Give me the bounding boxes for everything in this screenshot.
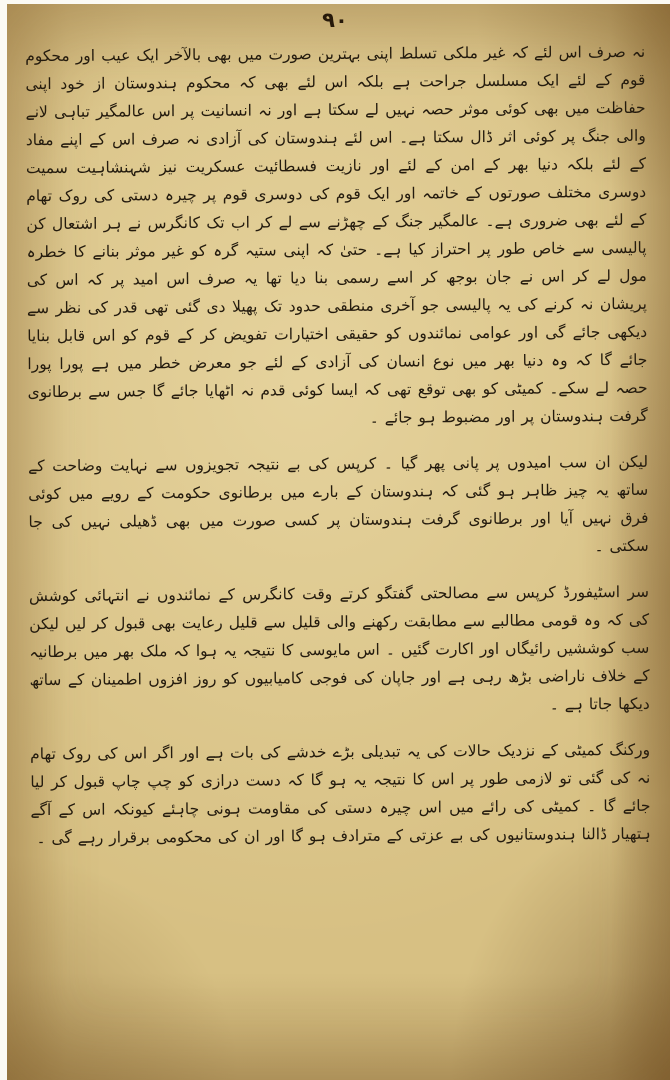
page-number: ۹۰: [322, 8, 348, 32]
body-text: [25, 38, 651, 870]
paragraph: نہ صرف اس لئے کہ غیر ملکی تسلط اپنی بہترین صورت میں بھی بالآخر ایک عیب اور محکوم قوم کے لئے ایک مسلسل جراحت ہے بلکہ اس لئے بھی کہ محکوم ہندوستان از خود اپنی حفاظت میں بھی کوئی موثر حصہ نہیں لے سکتا ہے اور نہ انسانیت پر اس عالمگیر تباہی لانے والی جنگ پر کوئی اثر ڈال سکتا ہے۔ اس لئے ہندوستان کی آزادی نہ صرف اس کے اپنے مفاد کے لئے بلکہ دنیا بھر کے امن کے لئے اور نازیت فسطائیت عسکریت نیز شہنشاہیت سمیت دوسری مختلف صورتوں کے خاتمہ اور ایک قوم کی دوسری قوم پر چیرہ دستی کی روک تھام کے لئے بھی ضروری ہے۔ عالمگیر جنگ کے چھڑنے سے لے کر اب تک کانگرس نے ہر اشتعال کن پالیسی سے خاص طور پر احتراز کیا ہے۔ حتیٰ کہ اپنی ستیہ گرہ کو غیر موثر بنانے کا خطرہ مول لے کر اس نے جان بوجھ کر اسے رسمی بنا دیا تھا یہ صرف اس امید پر کہ اس کی پریشان نہ کرنے کی یہ پالیسی جو آخری منطقی حدود تک پھیلا دی گئی تھی قدر کی نظر سے دیکھی جائے گی اور عوامی نمائندوں کو حقیقی اختیارات تفویض کر کے قوم کو اس قابل بنایا جائے گا کہ وہ دنیا بھر میں نوع انسان کی آزادی کے لئے جو معرض خطر میں ہے پورا پورا حصہ لے سکے۔ کمیٹی کو بھی توقع تھی کہ ایسا کوئی قدم نہ اٹھایا جائے گا جس سے برطانوی گرفت ہندوستان پر اور مضبوط ہو جائے ۔: [25, 42, 648, 427]
paragraph: لیکن ان سب امیدوں پر پانی پھر گیا ۔ کرپس کی بے نتیجہ تجویزوں سے نہایت وضاحت کے ساتھ یہ چیز ظاہر ہو گئی کہ ہندوستان کے بارے میں برطانوی حکومت کے رویے میں کوئی فرق نہیں آیا اور برطانوی گرفت ہندوستان پر کسی صورت میں بھی ڈھیلی نہیں کی جا سکتی ۔: [28, 452, 649, 556]
paragraph: ورکنگ کمیٹی کے نزدیک حالات کی یہ تبدیلی بڑے خدشے کی بات ہے اور اگر اس کی روک تھام نہ کی گئی تو لازمی طور پر اس کا نتیجہ یہ ہو گا کہ دست درازی کو چپ چاپ قبول کر لیا جائے گا ۔ کمیٹی کی رائے میں اس چیرہ دستی کی مقاومت ہونی چاہئے کیونکہ اس کے آگے ہتھیار ڈالنا ہندوستانیوں کی بے عزتی کے مترادف ہو گا اور ان کی محکومی برقرار رہے گی ۔: [30, 740, 651, 848]
paragraph: سر اسٹیفورڈ کرپس سے مصالحتی گفتگو کرتے وقت کانگرس کے نمائندوں نے انتہائی کوشش کی کہ وہ قومی مطالبے سے مطابقت رکھنے والی قلیل سے قلیل رعایت بھی قبول کر لیں لیکن سب کوششیں رائیگاں اور اکارت گئیں ۔ اس مایوسی کا نتیجہ یہ ہوا کہ ملک بھر میں برطانیہ کے خلاف ناراضی بڑھ رہی ہے اور جاپان کی فوجی کامیابیوں کو روز افزوں اطمینان کے ساتھ دیکھا جاتا ہے ۔: [28, 582, 650, 714]
